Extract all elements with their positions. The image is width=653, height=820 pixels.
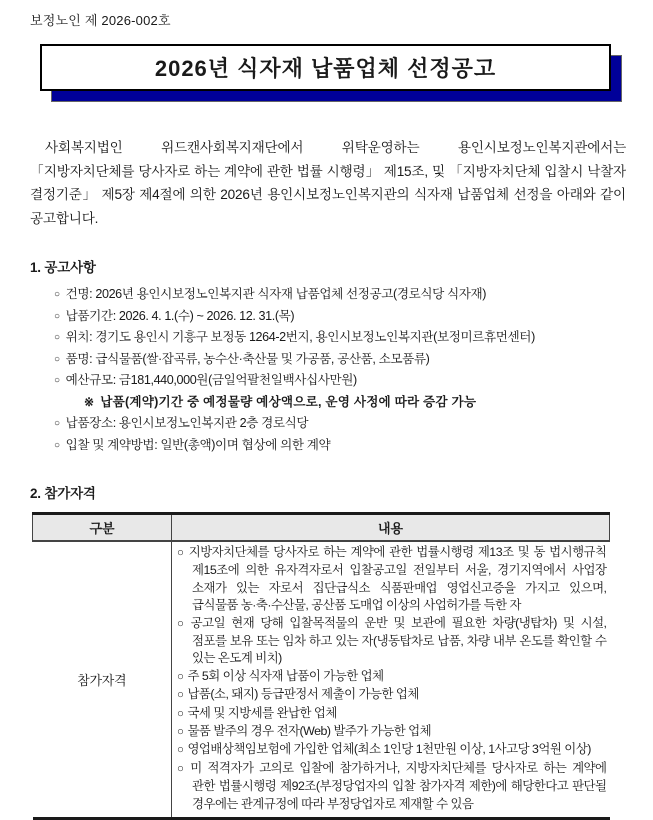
qualification-item-text: 물품 발주의 경우 전자(Web) 발주가 가능한 업체 (187, 724, 432, 739)
circle-bullet-icon: ○ (54, 375, 60, 386)
list-item-text: 입찰 및 계약방법: 일반(총액)이며 협상에 의한 계약 (65, 437, 331, 452)
qualification-item-text: 미 적격자가 고의로 입찰에 참가하거나, 지방자치단체를 당사자로 하는 계약에 관한 법률시행령 제92조(부정당업자의 입찰 참가자격 제한)에 해당한다고 판단될 경우에는 관계규정에 따라 부정당업자로 제재할 수 있음 (190, 760, 607, 811)
circle-bullet-icon: ○ (54, 418, 60, 429)
list-item (54, 327, 633, 349)
qualification-item (177, 668, 607, 686)
intro-paragraph: 사회복지법인 위드캔사회복지재단에서 위탁운영하는 용인시보정노인복지관에서는 「지방자치단체를 당사자로 하는 계약에 관한 법률 시행령」 제15조, 및 「지방자치단체 입찰시 낙찰자 결정기준」 제5장 제4절에 의한 2026년 용인시보정노인복지관의 식자재 납품업체 선정을 아래와 같이 공고합니다. (30, 140, 626, 226)
list-item-text: 건명: 2026년 용인시보정노인복지관 식자재 납품업체 선정공고(경로식당 식자재) (65, 287, 487, 301)
circle-bullet-icon: ○ (54, 289, 60, 300)
qualification-item (177, 615, 607, 668)
table-header-row (33, 514, 610, 542)
list-item-text: 납품장소: 용인시보정노인복지관 2층 경로식당 (65, 416, 309, 430)
circle-bullet-icon: ○ (54, 310, 60, 322)
list-item (54, 413, 633, 435)
list-item-text: 납품기간: 2026. 4. 1.(수) ~ 2026. 12. 31.(목) (65, 308, 295, 323)
qualification-item-text: 주 5회 이상 식자재 납품이 가능한 업체 (187, 668, 384, 683)
qualification-item (177, 760, 607, 813)
list-item-text: 예산규모: 금181,440,000원(금일억팔천일백사십사만원) (65, 373, 357, 387)
reference-mark-icon: ※ (84, 394, 95, 409)
qualification-item (177, 741, 607, 759)
qualification-item-text: 영업배상책임보험에 가입한 업체(최소 1인당 1천만원 이상, 1사고당 3억원 이상) (187, 742, 591, 757)
qualification-item-text: 공고일 현재 당해 입찰목적물의 운반 및 보관에 필요한 차량(냉탑차) 및 시설, 점포를 보유 또는 임차 하고 있는 자(냉동탑차로 납품, 차량 내부 온도를 확인할 수 있는 온도계 비치) (190, 615, 607, 666)
notice-list (54, 284, 633, 456)
budget-note-text: 납품(계약)기간 중 예정물량 예상액으로, 운영 사정에 따라 증감 가능 (100, 394, 477, 409)
page-title: 2026년 식자재 납품업체 선정공고 (40, 44, 611, 91)
section2-heading: 2. 참가자격 (30, 486, 96, 501)
list-item (54, 349, 633, 371)
qualification-item-text: 국세 및 지방세를 완납한 업체 (187, 705, 337, 720)
circle-bullet-icon: ○ (177, 744, 184, 757)
circle-bullet-icon: ○ (177, 689, 184, 702)
circle-bullet-icon: ○ (177, 762, 187, 775)
circle-bullet-icon: ○ (54, 353, 60, 365)
list-item (54, 435, 633, 457)
list-item-text: 품명: 급식물품(쌀·잡곡류, 농수산·축산물 및 가공품, 공산품, 소모품류) (65, 351, 430, 366)
document-number: 보정노인 제 2026-002호 (30, 13, 171, 28)
title-banner (40, 44, 611, 102)
row-label-qualification: 참가자격 (33, 541, 172, 819)
table-row (33, 541, 610, 819)
circle-bullet-icon: ○ (177, 547, 185, 559)
list-item (54, 306, 633, 328)
section1-heading: 1. 공고사항 (30, 260, 96, 275)
qualification-item (177, 686, 607, 704)
circle-bullet-icon: ○ (177, 726, 184, 739)
announcement-document (0, 10, 653, 811)
qualification-item-text: 지방자치단체를 당사자로 하는 계약에 관한 법률시행령 제13조 및 동 법시행규칙 제15조에 의한 유자격자로서 입찰공고일 전일부터 서울, 경기지역에서 사업장 소재가 있는 자로서 집단급식소 식품판매업 영업신고증을 가지고 있으며, 급식물품 농·축·수산물, 공산품 도매업 이상의 사업허가를 득한 자 (188, 545, 607, 613)
qualification-table (32, 512, 610, 820)
circle-bullet-icon: ○ (54, 439, 60, 451)
qualification-item (177, 723, 607, 741)
table-header-content: 내용 (172, 514, 610, 542)
circle-bullet-icon: ○ (177, 617, 187, 630)
circle-bullet-icon: ○ (54, 332, 60, 343)
list-item (54, 370, 633, 392)
table-header-category: 구분 (33, 514, 172, 542)
circle-bullet-icon: ○ (177, 670, 184, 683)
list-item (54, 284, 633, 306)
qualification-item (177, 544, 607, 615)
qualification-item-text: 납품(소, 돼지) 등급판정서 제출이 가능한 업체 (187, 687, 419, 702)
qualification-item (177, 705, 607, 723)
qualification-content-cell (172, 541, 610, 819)
circle-bullet-icon: ○ (177, 707, 184, 720)
budget-note (54, 392, 633, 414)
list-item-text: 위치: 경기도 용인시 기흥구 보정동 1264-2번지, 용인시보정노인복지관(보정미르휴먼센터) (65, 330, 535, 344)
